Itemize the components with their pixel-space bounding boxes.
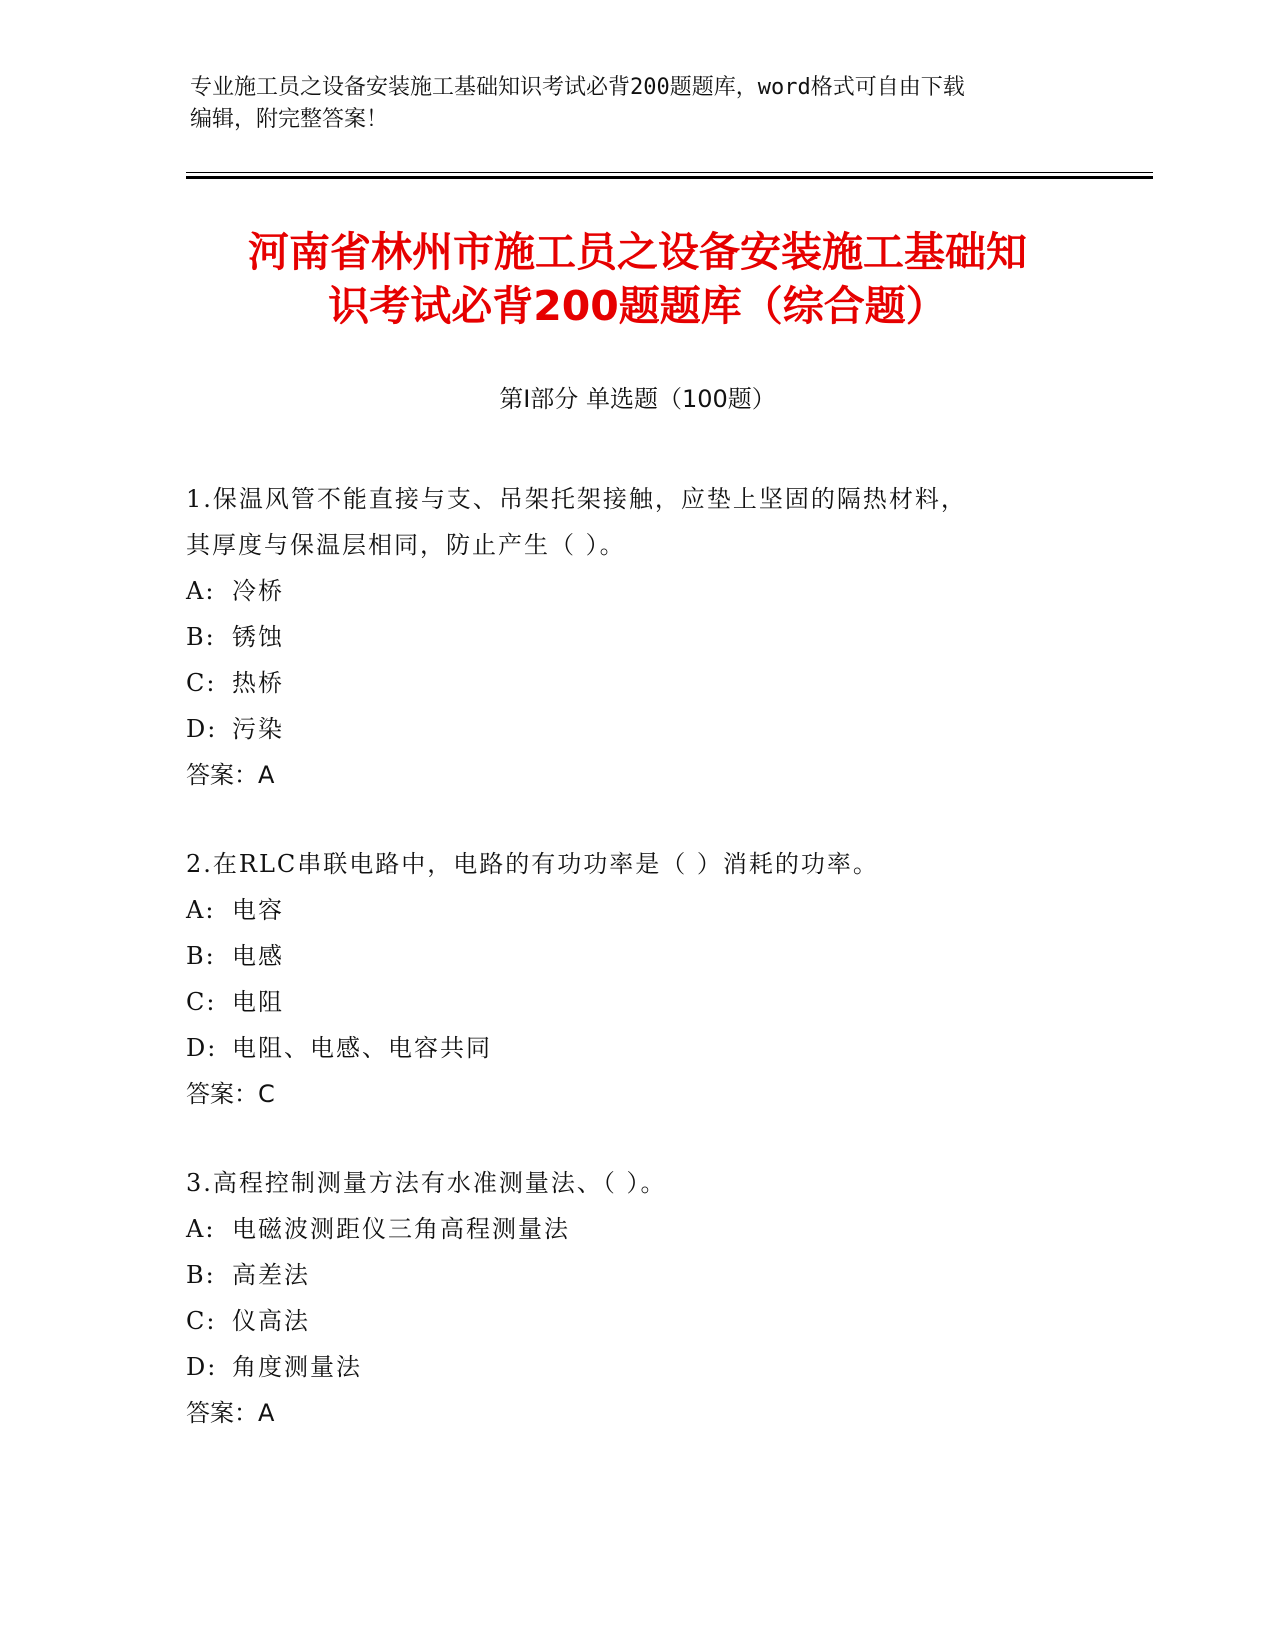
header-note-line1: 专业施工员之设备安装施工基础知识考试必背200题题库，word格式可自由下载 [190, 75, 965, 100]
header-note [190, 72, 1090, 136]
question-3 [186, 1160, 1086, 1436]
option-text: 电阻 [232, 988, 284, 1016]
option-text: 锈蚀 [232, 623, 284, 651]
option-a [186, 1206, 1086, 1252]
question-stem-line: 2.在RLC串联电路中，电路的有功功率是（ ）消耗的功率。 [186, 850, 879, 878]
answer-line [186, 1390, 1086, 1436]
document-title [150, 225, 1125, 333]
answer-label: 答案： [186, 761, 258, 789]
question-2 [186, 841, 1086, 1117]
option-text: 污染 [232, 715, 284, 743]
option-b [186, 614, 1086, 660]
option-letter: C: [186, 669, 217, 697]
answer-line [186, 752, 1086, 798]
answer-value: A [258, 761, 275, 789]
answer-line [186, 1071, 1086, 1117]
option-text: 高差法 [232, 1261, 310, 1289]
option-letter: D: [186, 715, 218, 743]
header-divider-thick [186, 176, 1153, 179]
document-title-line1: 河南省林州市施工员之设备安装施工基础知 [248, 228, 1027, 276]
option-d [186, 1025, 1086, 1071]
document-title-line2: 识考试必背200题题库（综合题） [328, 282, 947, 330]
answer-value: A [258, 1399, 275, 1427]
option-b [186, 933, 1086, 979]
option-letter: B: [186, 942, 216, 970]
question-list [186, 476, 1086, 1479]
option-c [186, 660, 1086, 706]
option-letter: C: [186, 988, 217, 1016]
option-c [186, 979, 1086, 1025]
question-1 [186, 476, 1086, 798]
option-c [186, 1298, 1086, 1344]
option-letter: D: [186, 1353, 218, 1381]
option-text: 电容 [232, 896, 284, 924]
option-text: 电阻、电感、电容共同 [232, 1034, 492, 1062]
answer-label: 答案： [186, 1080, 258, 1108]
header-divider-thin [186, 172, 1153, 173]
option-text: 角度测量法 [232, 1353, 362, 1381]
option-text: 电磁波测距仪三角高程测量法 [232, 1215, 570, 1243]
option-a [186, 887, 1086, 933]
option-letter: A: [186, 896, 216, 924]
answer-value: C [258, 1080, 275, 1108]
option-letter: B: [186, 623, 216, 651]
section-title: 第Ⅰ部分 单选题（100题） [499, 385, 776, 413]
option-letter: C: [186, 1307, 217, 1335]
option-letter: A: [186, 577, 216, 605]
option-d [186, 1344, 1086, 1390]
option-letter: D: [186, 1034, 218, 1062]
answer-label: 答案： [186, 1399, 258, 1427]
option-text: 冷桥 [232, 577, 284, 605]
option-letter: B: [186, 1261, 216, 1289]
option-d [186, 706, 1086, 752]
option-a [186, 568, 1086, 614]
option-letter: A: [186, 1215, 216, 1243]
question-stem-line: 3.高程控制测量方法有水准测量法、（ ）。 [186, 1169, 667, 1197]
option-text: 热桥 [232, 669, 284, 697]
question-stem-line: 1.保温风管不能直接与支、吊架托架接触，应垫上坚固的隔热材料， [186, 485, 967, 513]
option-text: 电感 [232, 942, 284, 970]
option-b [186, 1252, 1086, 1298]
option-text: 仪高法 [232, 1307, 310, 1335]
header-note-line2: 编辑，附完整答案！ [190, 107, 389, 132]
question-stem-line: 其厚度与保温层相同，防止产生（ ）。 [186, 531, 626, 559]
